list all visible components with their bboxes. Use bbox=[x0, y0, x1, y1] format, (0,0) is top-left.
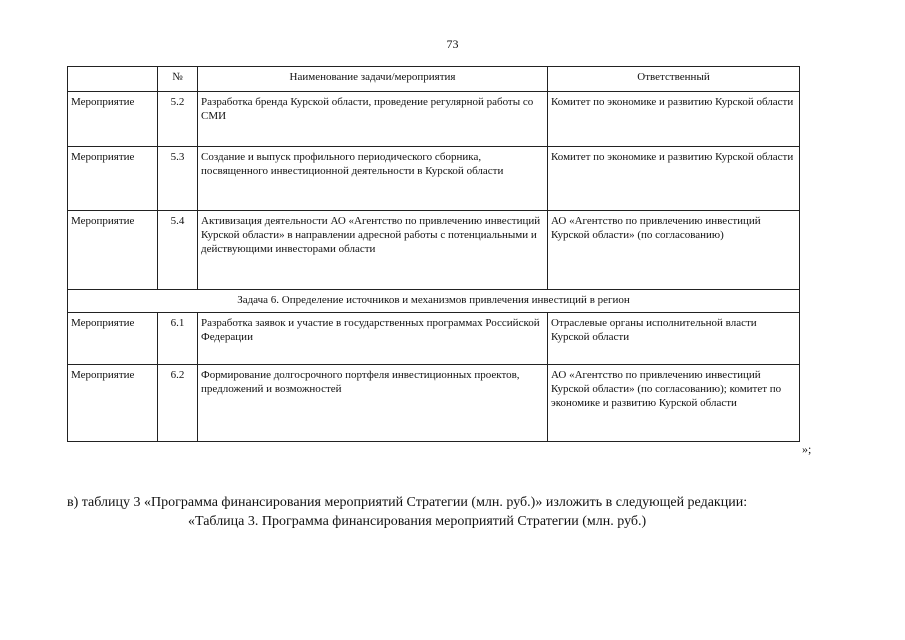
table-row bbox=[68, 147, 800, 211]
table-row bbox=[68, 365, 800, 442]
row-responsible: Комитет по экономике и развитию Курской области bbox=[548, 92, 800, 147]
page-number: 73 bbox=[446, 37, 459, 51]
row-type: Мероприятие bbox=[68, 365, 158, 442]
row-number: 5.4 bbox=[158, 211, 198, 290]
header-responsible: Ответственный bbox=[548, 67, 800, 92]
row-name: Формирование долгосрочного портфеля инвестиционных проектов, предложений и возможностей bbox=[198, 365, 548, 442]
row-name: Разработка бренда Курской области, проведение регулярной работы со СМИ bbox=[198, 92, 548, 147]
row-type: Мероприятие bbox=[68, 92, 158, 147]
row-responsible: Комитет по экономике и развитию Курской области bbox=[548, 147, 800, 211]
row-number: 6.1 bbox=[158, 313, 198, 365]
header-number: № bbox=[158, 67, 198, 92]
row-name: Разработка заявок и участие в государственных программах Российской Федерации bbox=[198, 313, 548, 365]
table-row bbox=[68, 211, 800, 290]
table-row bbox=[68, 92, 800, 147]
task-row bbox=[68, 290, 800, 313]
header-name: Наименование задачи/мероприятия bbox=[198, 67, 548, 92]
row-responsible: Отраслевые органы исполнительной власти Курской области bbox=[548, 313, 800, 365]
row-number: 5.3 bbox=[158, 147, 198, 211]
row-name: Создание и выпуск профильного периодического сборника, посвященного инвестиционной деятельности в Курской области bbox=[198, 147, 548, 211]
table-header-row bbox=[68, 67, 800, 92]
task-heading: Задача 6. Определение источников и механизмов привлечения инвестиций в регион bbox=[68, 290, 800, 313]
row-type: Мероприятие bbox=[68, 211, 158, 290]
header-type bbox=[68, 67, 158, 92]
row-number: 5.2 bbox=[158, 92, 198, 147]
closing-quote-mark: »; bbox=[802, 442, 812, 456]
row-responsible: АО «Агентство по привлечению инвестиций Курской области» (по согласованию); комитет по экономике и развитию Курской области bbox=[548, 365, 800, 442]
row-responsible: АО «Агентство по привлечению инвестиций Курской области» (по согласованию) bbox=[548, 211, 800, 290]
row-name: Активизация деятельности АО «Агентство по привлечению инвестиций Курской области» в направлении адресной работы с потенциальными и действующими инвесторами области bbox=[198, 211, 548, 290]
activities-table bbox=[67, 66, 800, 442]
amendment-paragraph: в) таблицу 3 «Программа финансирования мероприятий Стратегии (млн. руб.)» изложить в следующей редакции: bbox=[67, 495, 748, 510]
row-number: 6.2 bbox=[158, 365, 198, 442]
row-type: Мероприятие bbox=[68, 147, 158, 211]
table-row bbox=[68, 313, 800, 365]
row-type: Мероприятие bbox=[68, 313, 158, 365]
table-3-title: «Таблица 3. Программа финансирования мероприятий Стратегии (млн. руб.) bbox=[188, 514, 647, 529]
